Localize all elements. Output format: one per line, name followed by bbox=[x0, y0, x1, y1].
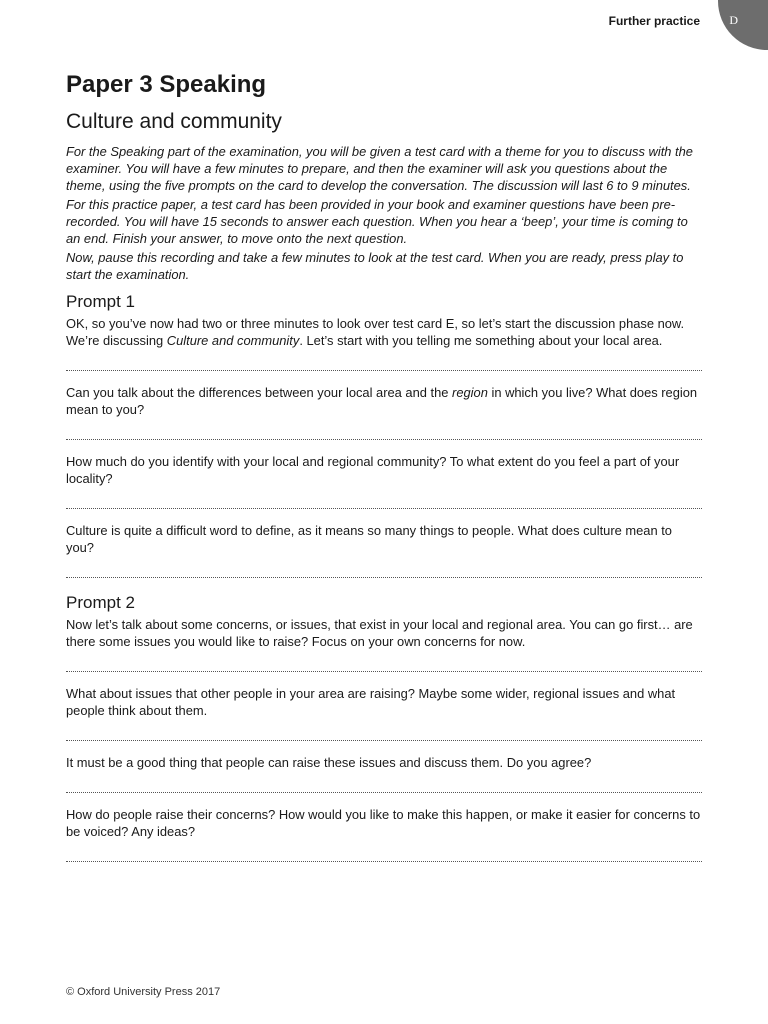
answer-line bbox=[66, 740, 702, 741]
prompt-2-question: What about issues that other people in your area are raising? Maybe some wider, regional issues and what people think about them. bbox=[66, 686, 676, 718]
section-tab-letter: D bbox=[729, 13, 738, 27]
prompt-2-question: Now let’s talk about some concerns, or issues, that exist in your local and regional area. You can go first… are there some issues you would like to raise? Focus on your own concerns for now. bbox=[66, 617, 693, 649]
answer-line bbox=[66, 671, 702, 672]
answer-line bbox=[66, 508, 702, 509]
question-emphasis: region bbox=[452, 385, 488, 400]
prompt-1-question bbox=[66, 384, 702, 418]
section-label: Further practice bbox=[608, 14, 700, 28]
page-subtitle: Culture and community bbox=[66, 110, 282, 133]
prompt-1-question: How much do you identify with your local and regional community? To what extent do you feel a part of your locality? bbox=[66, 454, 680, 486]
section-tab bbox=[718, 0, 768, 50]
answer-line bbox=[66, 792, 702, 793]
question-text: in which you live? What does region mean to you? bbox=[66, 385, 698, 417]
question-text: Can you talk about the differences between your local area and the bbox=[66, 385, 453, 400]
answer-line bbox=[66, 577, 702, 578]
page-content bbox=[66, 70, 702, 875]
copyright-footer: © Oxford University Press 2017 bbox=[66, 986, 221, 998]
prompt-2-heading: Prompt 2 bbox=[66, 593, 135, 612]
prompt-2-question: It must be a good thing that people can raise these issues and discuss them. Do you agree? bbox=[66, 755, 592, 770]
intro-paragraph: For the Speaking part of the examination, you will be given a test card with a theme for you to discuss with the examiner. You will have a few minutes to prepare, and then the examiner will ask you questions about the theme, using the five prompts on the card to develop the conversation. The discussion will last 6 to 9 minutes. bbox=[66, 144, 693, 193]
prompt-1-heading: Prompt 1 bbox=[66, 292, 135, 311]
intro-instructions bbox=[66, 143, 702, 283]
intro-paragraph: For this practice paper, a test card has been provided in your book and examiner questions have been pre-recorded. You will have 15 seconds to answer each question. When you hear a ‘beep’, your time is coming to an end. Finish your answer, to move onto the next question. bbox=[66, 197, 688, 246]
answer-line bbox=[66, 439, 702, 440]
answer-line bbox=[66, 861, 702, 862]
prompt-2-question: How do people raise their concerns? How would you like to make this happen, or make it easier for concerns to be voiced? Any ideas? bbox=[66, 807, 701, 839]
answer-line bbox=[66, 370, 702, 371]
question-text: OK, so you’ve now had two or three minutes to look over test card E, so let’s start the discussion phase now. We’re discussing bbox=[66, 316, 685, 348]
prompt-1-question: Culture is quite a difficult word to define, as it means so many things to people. What does culture mean to you? bbox=[66, 523, 672, 555]
question-emphasis: Culture and community bbox=[166, 333, 300, 348]
page-title: Paper 3 Speaking bbox=[66, 71, 267, 98]
prompt-1-question bbox=[66, 315, 702, 349]
intro-paragraph: Now, pause this recording and take a few minutes to look at the test card. When you are ready, press play to start the examination. bbox=[66, 250, 684, 282]
question-text: . Let’s start with you telling me something about your local area. bbox=[299, 333, 663, 348]
